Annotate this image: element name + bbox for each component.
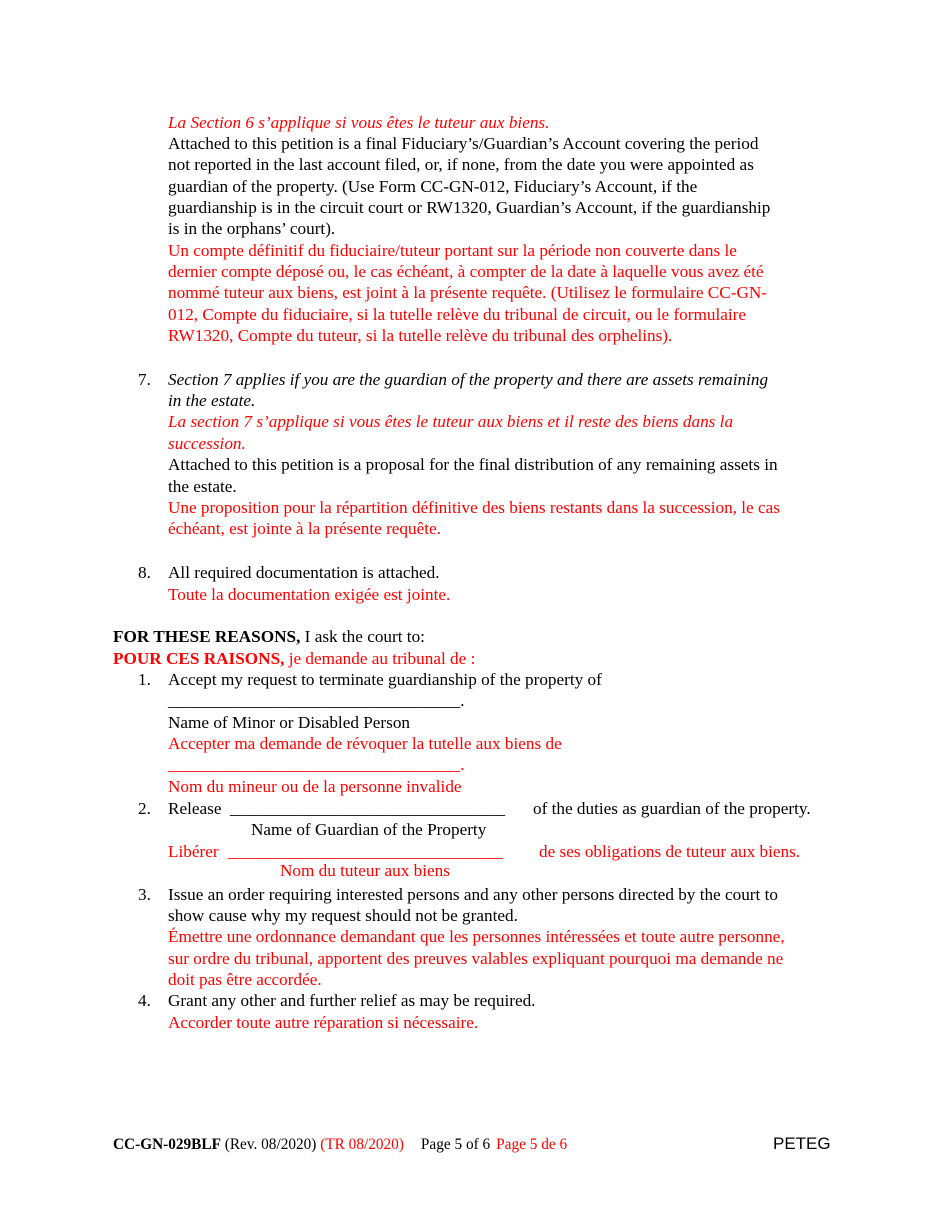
form-code: PETEG [773,1134,831,1153]
section6-heading-fr: La Section 6 s’applique si vous êtes le tuteur aux biens. [168,113,550,132]
request1-text-fr: Accepter ma demande de révoquer la tutelle aux biens de [168,734,562,753]
request3-fr-line: Émettre une ordonnance demandant que les personnes intéressées et toute autre personne, [168,927,785,946]
guardian-name-label: Name of Guardian of the Property [251,820,487,839]
request4-text-fr: Accorder toute autre réparation si nécessaire. [168,1013,479,1032]
guardian-name-label-fr: Nom du tuteur aux biens [280,861,450,880]
section6-body-fr-line: nommé tuteur aux biens, est joint à la présente requête. (Utilisez le formulaire CC-GN- [168,283,767,302]
section7-heading-en-line: in the estate. [168,391,256,410]
section6-body-fr-line: 012, Compte du fiduciaire, si la tutelle relève du tribunal de circuit, ou le formulaire [168,305,746,324]
section7-number: 7. [138,370,151,389]
minor-name-label: Name of Minor or Disabled Person [168,713,411,732]
reasons-heading-fr [113,648,475,669]
section7-body-fr-line: Une proposition pour la répartition définitive des biens restants dans la succession, le cas [168,498,780,517]
section6-body-en-line: guardianship is in the circuit court or RW1320, Guardian’s Account, if the guardianship [168,198,771,217]
minor-name-label-fr: Nom du mineur ou de la personne invalide [168,777,462,796]
page-number-en: Page 5 of 6 [420,1136,491,1153]
form-id: CC-GN-029BLF [113,1136,221,1153]
minor-name-blank[interactable]: __________________________________. [168,691,465,710]
request2-pre-fr: Libérer [168,842,219,861]
reasons-rest-fr: je demande au tribunal de : [284,649,476,668]
request2-pre-en: Release [168,799,222,818]
section8-text-en: All required documentation is attached. [168,563,440,582]
section6-body-en-line: is in the orphans’ court). [168,219,336,238]
section6-body-en-line: guardian of the property. (Use Form CC-GN-012, Fiduciary’s Account, if the [168,177,698,196]
request3-number: 3. [138,885,151,904]
translation-revision: (TR 08/2020) [320,1136,404,1153]
section7-body-en-line: the estate. [168,477,237,496]
section6-body-fr-line: Un compte définitif du fiduciaire/tuteur portant sur la période non couverte dans le [168,241,737,260]
section7-heading-fr-line: La section 7 s’applique si vous êtes le tuteur aux biens et il reste des biens dans la [168,412,734,431]
section6-body-fr-line: dernier compte déposé ou, le cas échéant, à compter de la date à laquelle vous avez été [168,262,764,281]
footer [113,1134,567,1155]
request3-en-line: Issue an order requiring interested persons and any other persons directed by the court to [168,885,778,904]
section7-heading-en-line: Section 7 applies if you are the guardian of the property and there are assets remaining [168,370,769,389]
request4-text-en: Grant any other and further relief as may be required. [168,991,536,1010]
request3-fr-line: sur ordre du tribunal, apportent des preuves valables expliquant pourquoi ma demande ne [168,949,784,968]
request3-fr-line: doit pas être accordée. [168,970,322,989]
section8-number: 8. [138,563,151,582]
section7-body-fr-line: échéant, est jointe à la présente requête. [168,519,441,538]
request1-text-en: Accept my request to terminate guardianship of the property of [168,670,602,689]
request1-number: 1. [138,670,151,689]
request2-post-fr: de ses obligations de tuteur aux biens. [539,842,801,861]
section6-body-en-line: Attached to this petition is a final Fiduciary’s/Guardian’s Account covering the period [168,134,759,153]
reasons-bold-fr: POUR CES RAISONS, [113,649,285,668]
section7-body-en-line: Attached to this petition is a proposal for the final distribution of any remaining assets in [168,455,778,474]
reasons-bold-en: FOR THESE REASONS, [113,627,301,646]
reasons-heading-en [113,626,425,647]
section6-body-en-line: not reported in the last account filed, or, if none, from the date you were appointed as [168,155,754,174]
request4-number: 4. [138,991,151,1010]
section7-heading-fr-line: succession. [168,434,246,453]
section8-text-fr: Toute la documentation exigée est jointe. [168,585,451,604]
reasons-rest-en: I ask the court to: [300,627,425,646]
request2-post-en: of the duties as guardian of the property. [533,799,811,818]
page-number-fr: Page 5 de 6 [496,1136,568,1153]
request3-en-line: show cause why my request should not be granted. [168,906,518,925]
request2-number: 2. [138,799,151,818]
form-revision: (Rev. 08/2020) [220,1136,321,1153]
guardian-name-blank-fr[interactable]: ________________________________ [228,842,503,861]
section6-body-fr-line: RW1320, Compte du tuteur, si la tutelle relève du tribunal des orphelins). [168,326,673,345]
guardian-name-blank[interactable]: ________________________________ [230,799,505,818]
minor-name-blank-fr[interactable]: __________________________________. [168,755,465,774]
